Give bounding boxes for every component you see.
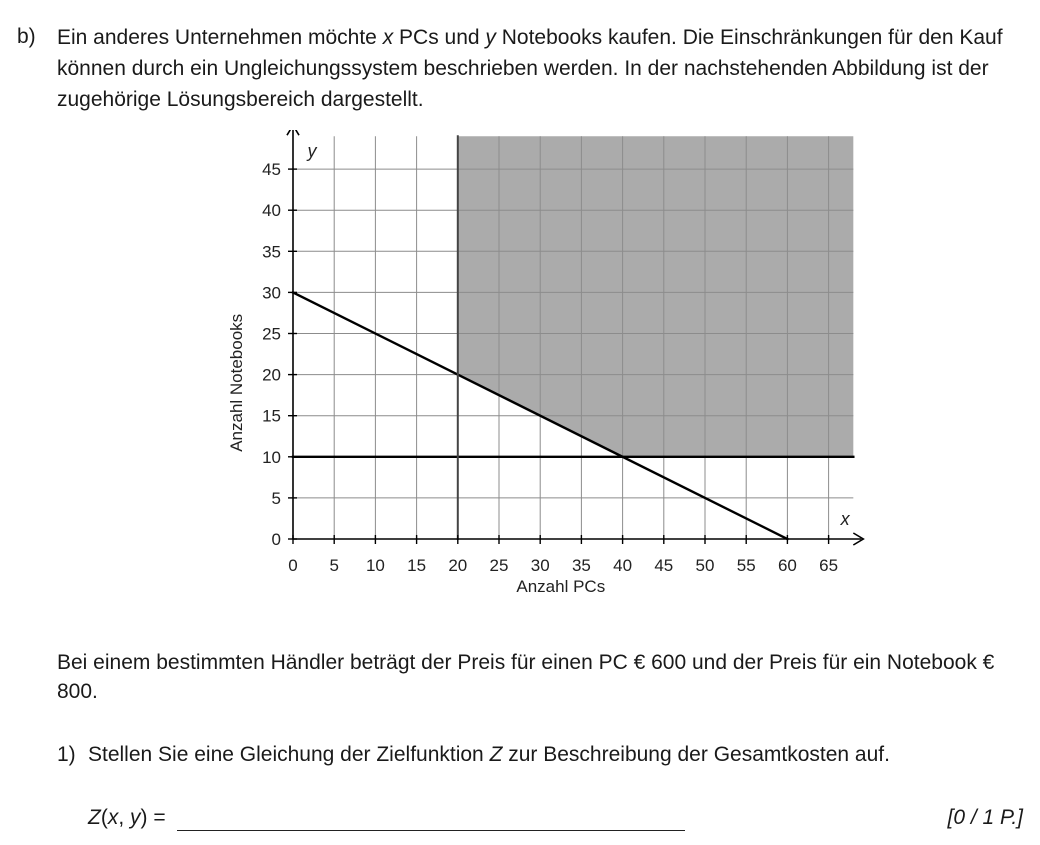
intro-var-x: x	[382, 26, 394, 49]
x-axis-title: Anzahl PCs	[516, 577, 606, 596]
price-text: Bei einem bestimmten Händler beträgt der Preis für einen PC € 600 und der Preis für ein Notebook € 800.	[57, 651, 995, 703]
y-tick-label: 15	[262, 406, 281, 426]
answer-var-y: y	[130, 806, 141, 829]
x-tick-label: 60	[777, 556, 797, 575]
y-tick-label: 0	[271, 530, 281, 549]
question-number: 1)	[57, 743, 76, 766]
task-marker: b)	[17, 25, 36, 48]
x-tick-label: 25	[489, 556, 509, 575]
y-tick-label: 40	[262, 201, 281, 221]
x-tick-label: 20	[448, 556, 468, 575]
question-1	[57, 740, 890, 770]
intro-var-y: y	[485, 26, 496, 49]
x-tick-label: 40	[613, 556, 633, 575]
solution-region	[458, 136, 854, 457]
x-tick-label: 55	[736, 556, 756, 575]
y-tick-label: 5	[271, 488, 281, 508]
answer-label	[88, 803, 166, 833]
y-tick-label: 10	[262, 447, 281, 467]
x-tick-label: 0	[288, 556, 298, 575]
x-tick-label: 50	[695, 556, 715, 575]
task-intro	[57, 22, 1027, 115]
x-axis-variable: x	[840, 509, 850, 530]
x-tick-label: 30	[530, 556, 550, 575]
points-label: [0 / 1 P.]	[947, 806, 1023, 829]
answer-comma: ,	[118, 806, 130, 829]
answer-blank-line[interactable]	[177, 830, 685, 831]
y-axis-title: Anzahl Notebooks	[227, 313, 246, 452]
question-text-pre: Stellen Sie eine Gleichung der Zielfunktion	[88, 743, 490, 766]
y-tick-label: 35	[262, 242, 281, 262]
x-tick-label: 15	[407, 556, 427, 575]
x-tick-label: 65	[819, 556, 839, 575]
answer-close: ) =	[140, 806, 166, 829]
y-tick-label: 45	[262, 160, 281, 180]
y-axis-variable: y	[307, 140, 317, 161]
question-var-z: Z	[489, 743, 503, 766]
answer-var-z: Z	[88, 806, 101, 829]
intro-mid: PCs und	[393, 26, 486, 49]
question-text	[88, 743, 890, 766]
answer-open: (	[100, 806, 108, 829]
answer-row	[88, 803, 1023, 835]
solution-region-chart	[220, 130, 870, 605]
intro-post: Notebooks kaufen. Die Einschränkungen für den Kauf können durch ein Ungleichungssystem beschrieben werden. In der nachstehenden Abbildung ist der zugehörige Lösungsbereich dargestellt.	[57, 26, 1003, 111]
x-tick-label: 10	[365, 556, 385, 575]
answer-var-x: x	[107, 806, 119, 829]
y-tick-label: 30	[262, 283, 281, 303]
y-tick-label: 20	[262, 365, 281, 385]
y-tick-label: 25	[262, 324, 281, 344]
question-text-post: zur Beschreibung der Gesamtkosten auf.	[502, 743, 890, 766]
x-tick-label: 5	[329, 556, 339, 575]
intro-pre: Ein anderes Unternehmen möchte	[57, 26, 383, 49]
x-tick-label: 45	[654, 556, 674, 575]
x-tick-label: 35	[571, 556, 591, 575]
